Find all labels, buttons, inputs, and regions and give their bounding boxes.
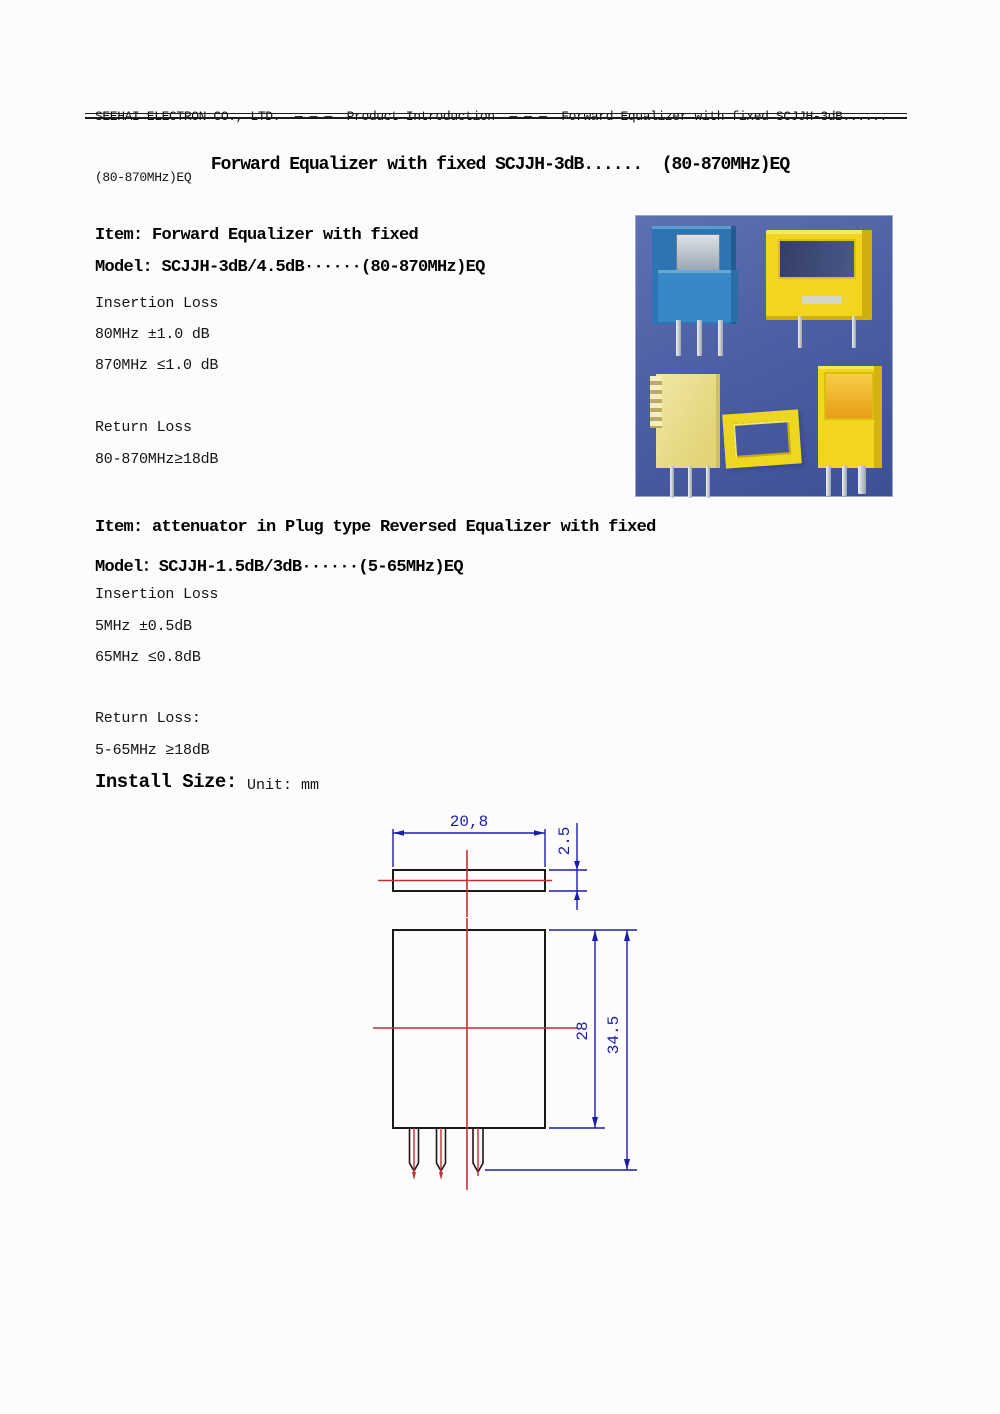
item1-return-loss-label: Return Loss (95, 419, 192, 436)
item1-insertion-loss-row: 870MHz ≤1.0 dB (95, 357, 219, 374)
drawing-pins-outline (410, 1128, 484, 1172)
item1-return-loss-row: 80-870MHz≥18dB (95, 451, 219, 468)
header-line-2: (80-870MHz)EQ (95, 170, 192, 185)
drawing-front-view-outline (393, 930, 545, 1128)
photo-yellow-plug-part (816, 366, 886, 498)
drawing-arrowhead (393, 830, 404, 836)
photo-pale-part-ribs (650, 376, 662, 428)
photo-pin (670, 466, 674, 498)
install-size-drawing (350, 795, 670, 1215)
item2-return-loss-label: Return Loss: (95, 710, 201, 727)
drawing-arrowhead (412, 1172, 416, 1180)
item1-insertion-loss-row: 80MHz ±1.0 dB (95, 326, 210, 343)
drawing-arrowhead (574, 861, 580, 870)
drawing-arrowhead (534, 830, 545, 836)
photo-yellow-part-label (802, 296, 842, 304)
photo-pin (718, 320, 723, 356)
item2-model: Model：SCJJH-1.5dB/3dB······(5-65MHz)EQ (95, 558, 463, 577)
page-header (95, 68, 915, 226)
page-title: Forward Equalizer with fixed SCJJH-3dB...... (80-870MHz)EQ (210, 155, 790, 175)
drawing-dim-total-height-label: 34.5 (605, 1015, 623, 1055)
item1-insertion-loss-label: Insertion Loss (95, 295, 219, 312)
item2-insertion-loss-row: 65MHz ≤0.8dB (95, 649, 201, 666)
drawing-arrowhead (624, 1159, 630, 1170)
drawing-dim-body-height-label: 28 (574, 1021, 592, 1041)
drawing-arrowhead (592, 1117, 598, 1128)
item1-model: Model: SCJJH-3dB/4.5dB······(80-870MHz)EQ (95, 258, 485, 277)
photo-pale-part-housing (656, 374, 720, 468)
install-size-heading: Install Size: (95, 771, 237, 793)
photo-blue-equalizer-part (652, 224, 748, 356)
photo-pin (676, 320, 681, 356)
photo-pin (688, 466, 692, 498)
photo-blue-part-metal-insert (676, 234, 720, 272)
photo-pin (852, 316, 856, 348)
photo-pin (858, 466, 866, 494)
photo-yellow-equalizer-part (766, 230, 878, 348)
item2-return-loss-row: 5-65MHz ≥18dB (95, 742, 210, 759)
product-photo (635, 215, 893, 497)
item2-insertion-loss-row: 5MHz ±0.5dB (95, 618, 192, 635)
header-line-1: SEEHAI ELECTRON CO., LTD. — — — Product Introduction — — — Forward Equalizer with fixed SCJJH-3dB...... (95, 109, 887, 124)
photo-plug-part-window (824, 372, 874, 420)
header-rule (85, 113, 907, 119)
photo-pale-equalizer-part (650, 374, 726, 498)
photo-blue-part-front (658, 270, 738, 322)
drawing-dim-thickness-label: 2.5 (556, 826, 574, 856)
install-size-unit: Unit: mm (247, 777, 320, 794)
drawing-arrowhead (439, 1172, 443, 1180)
photo-pin (697, 320, 702, 356)
item2-name: Item: attenuator in Plug type Reversed Equalizer with fixed (95, 518, 656, 537)
drawing-dimension-body-height (549, 930, 637, 1128)
drawing-arrowhead (624, 930, 630, 941)
photo-pin (706, 466, 710, 498)
drawing-arrowhead (592, 930, 598, 941)
item1-name: Item: Forward Equalizer with fixed (95, 226, 419, 245)
photo-frame-part (722, 409, 802, 468)
drawing-dim-width-label: 20,8 (449, 813, 489, 831)
photo-pin (842, 466, 847, 496)
photo-pin (826, 466, 831, 496)
drawing-dimension-width (393, 829, 545, 867)
item2-insertion-loss-label: Insertion Loss (95, 586, 219, 603)
photo-yellow-part-window (778, 239, 856, 279)
photo-pin (798, 316, 802, 348)
drawing-arrowhead (574, 891, 580, 900)
